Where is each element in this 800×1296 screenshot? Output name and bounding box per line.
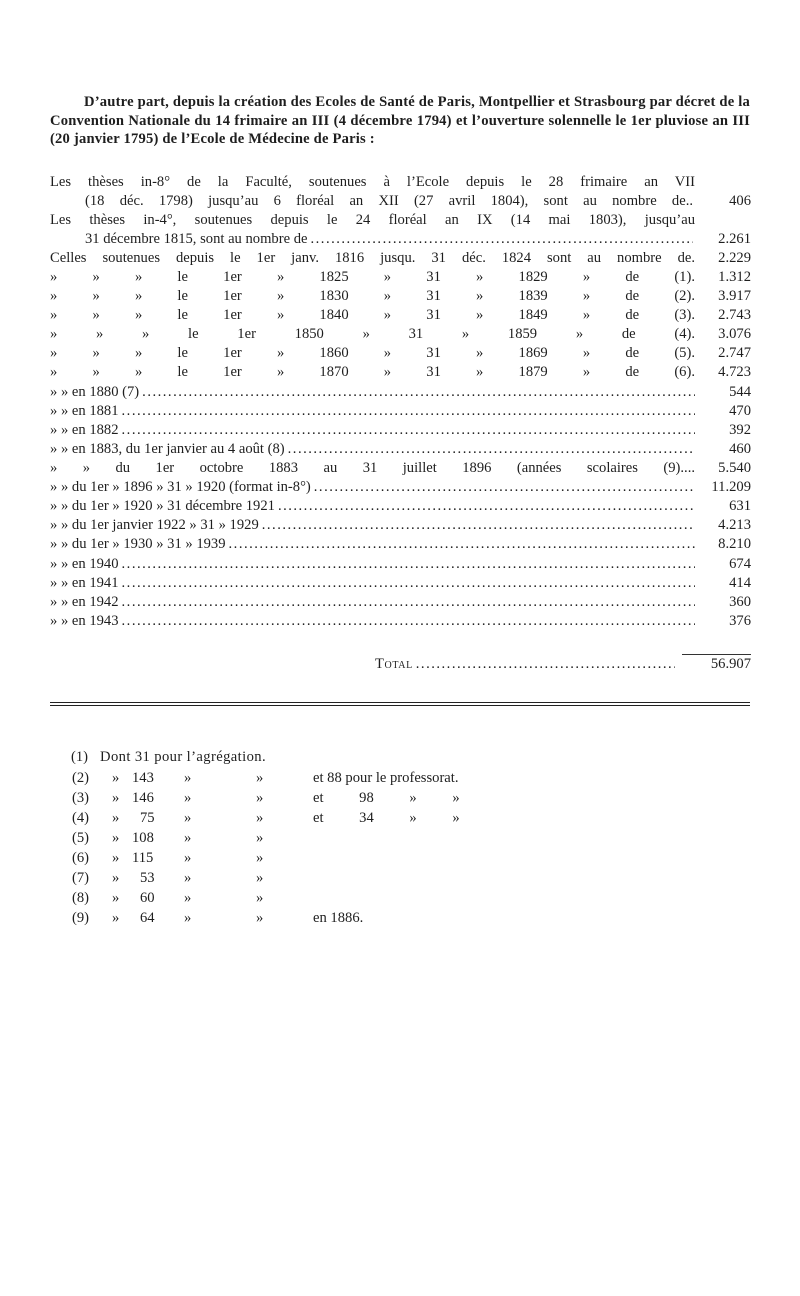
footnote-ditto: » [184,830,192,846]
entry-text: » » » le 1er » 1840 » 31 » 1849 » de (3). [50,307,695,323]
entry-row [0,192,800,211]
entry-value: 2.261 [718,231,751,247]
entry-value: 3.917 [718,288,751,304]
entry-text-dotted [50,612,695,631]
dot-leader [416,655,675,674]
footnote-text: en 1886. [313,910,364,926]
entry-row [0,421,800,440]
footnote-ditto: » [256,770,264,786]
entry-text: 31 décembre 1815, sont au nombre de [85,231,308,247]
entry-text-dotted [50,516,695,535]
footnote-number: (4) [72,810,90,826]
entry-value: 406 [729,193,751,209]
footnote-ditto: » [184,850,192,866]
footnote-count: 108 [132,830,154,846]
entry-value: 4.213 [718,517,751,533]
entry-text: Les thèses in-4°, soutenues depuis le 24 floréal an IX (14 mai 1803), jusqu’au [50,212,695,228]
entry-text-dotted [50,593,695,612]
footnote-ditto: » [256,790,264,806]
footnote-text: et 98 » » [313,790,460,806]
dot-leader [278,497,695,516]
entry-value: 392 [729,422,751,438]
footnote-number: (5) [72,830,90,846]
footnote-ditto: » [112,810,120,826]
entry-row [0,478,800,497]
entry-text: Celles soutenues depuis le 1er janv. 1816 jusqu. 31 déc. 1824 sont au nombre de. [50,250,695,266]
entry-value: 3.076 [718,326,751,342]
intro-paragraph [50,93,750,149]
dot-leader [122,402,695,421]
footnote-ditto: » [112,870,120,886]
entry-text-dotted [50,497,695,516]
intro-text: D’autre part, depuis la création des Ecoles de Santé de Paris, Montpellier et Strasbourg par décret de la Convention Nationale du 14 frimaire an III (4 décembre 1794) et l’ouverture solennelle le 1er pluviose an III (20 janvier 1795) de l’Ecole de Médecine de Paris : [50,94,750,147]
entry-row [0,535,800,554]
entry-value: 1.312 [718,269,751,285]
footnote-count: 60 [140,890,155,906]
footnote-count: 143 [132,770,154,786]
footnote-ditto: » [184,910,192,926]
entry-value: 2.229 [718,250,751,266]
total-label: Total [375,656,413,672]
entry-row [0,306,800,325]
entry-text-dotted [50,402,695,421]
entry-value: 360 [729,594,751,610]
entry-text-dotted [50,383,695,402]
footnote-ditto: » [184,790,192,806]
footnote-text: et 88 pour le professorat. [313,770,459,786]
entry-text: » » du 1er » 1930 » 31 » 1939 [50,536,226,552]
dot-leader [122,421,695,440]
entry-text-dotted [50,555,695,574]
footnote-ditto: » [256,890,264,906]
footnote-ditto: » [184,810,192,826]
footnote-count: 75 [140,810,155,826]
footnote-text: et 34 » » [313,810,460,826]
footnote-ditto: » [184,890,192,906]
entry-value: 544 [729,384,751,400]
footnote-number: (3) [72,790,90,806]
entry-text: (18 déc. 1798) jusqu’au 6 floréal an XII (27 avril 1804), sont au nombre de.. [85,193,693,209]
footnote-ditto: » [256,870,264,886]
entry-value: 674 [729,556,751,572]
footnote-count: 64 [140,910,155,926]
entry-value: 2.743 [718,307,751,323]
footnote-number: (9) [72,910,90,926]
entry-row [0,344,800,363]
entry-text-dotted [50,574,695,593]
entry-value: 631 [729,498,751,514]
footnote-ditto: » [184,770,192,786]
dot-leader [311,230,694,249]
footnote-number: (1) [71,749,89,765]
entry-text: » » du 1er » 1896 » 31 » 1920 (format in-8°) [50,479,311,495]
entry-text-dotted [50,440,695,459]
footnote-number: (7) [72,870,90,886]
dot-leader [262,516,695,535]
entry-row [0,516,800,535]
entry-row [0,211,800,230]
footnote-ditto: » [112,770,120,786]
footnote-ditto: » [112,890,120,906]
footnote-number: (2) [72,770,90,786]
footnote-ditto: » [256,910,264,926]
entry-text: » » en 1940 [50,556,119,572]
footnote-ditto: » [184,870,192,886]
footnote-ditto: » [112,790,120,806]
footnote-ditto: » [256,850,264,866]
entry-text: » » » le 1er 1850 » 31 » 1859 » de (4). [50,326,695,342]
dot-leader [229,535,695,554]
entry-row [0,230,800,249]
entry-text: » » en 1942 [50,594,119,610]
entry-row [0,173,800,192]
entry-row [0,402,800,421]
entry-row [0,555,800,574]
dot-leader [288,440,695,459]
footnote-count: 53 [140,870,155,886]
entry-text-dotted [50,535,695,554]
footnote-number: (8) [72,890,90,906]
footnote-count: 146 [132,790,154,806]
entry-text-dotted [50,478,695,497]
entry-row [0,497,800,516]
entry-text: » » en 1883, du 1er janvier au 4 août (8) [50,441,285,457]
entry-text: » » en 1881 [50,403,119,419]
entry-text: » » » le 1er » 1825 » 31 » 1829 » de (1). [50,269,695,285]
total-value: 56.907 [710,656,751,672]
entry-row [0,612,800,631]
dot-leader [122,612,695,631]
entry-row [0,440,800,459]
entry-row [0,383,800,402]
entry-value: 414 [729,575,751,591]
entry-text: » » en 1880 (7) [50,384,140,400]
footnote-divider-top [50,702,750,703]
entry-value: 470 [729,403,751,419]
entry-value: 11.209 [711,479,751,495]
entry-text-dotted [50,421,695,440]
entry-text-dotted [85,230,693,249]
entry-row [0,593,800,612]
entry-text: » » » le 1er » 1870 » 31 » 1879 » de (6). [50,364,695,380]
entry-row [0,325,800,344]
footnote-divider-bottom [50,705,750,706]
footnote-ditto: » [112,830,120,846]
entry-text: » » en 1882 [50,422,119,438]
entry-row [0,459,800,478]
entry-value: 5.540 [718,460,751,476]
entry-value: 4.723 [718,364,751,380]
entry-value: 8.210 [718,536,751,552]
entry-text: » » en 1941 [50,575,119,591]
dot-leader [314,478,695,497]
entry-text: » » du 1er janvier 1922 » 31 » 1929 [50,517,259,533]
entry-text: Les thèses in-8° de la Faculté, soutenues à l’Ecole depuis le 28 frimaire an VII [50,174,695,190]
entry-text: » » du 1er » 1920 » 31 décembre 1921 [50,498,275,514]
entry-text: » » du 1er octobre 1883 au 31 juillet 1896 (années scolaires (9).... [50,460,695,476]
entry-text: » » » le 1er » 1860 » 31 » 1869 » de (5). [50,345,695,361]
footnote-text: Dont 31 pour l’agrégation. [100,749,267,765]
entry-row [0,574,800,593]
total-row [375,655,751,674]
entry-text: » » » le 1er » 1830 » 31 » 1839 » de (2). [50,288,695,304]
footnote-ditto: » [112,850,120,866]
dot-leader [122,574,695,593]
entry-value: 376 [729,613,751,629]
entry-value: 460 [729,441,751,457]
entry-text: » » en 1943 [50,613,119,629]
footnote-ditto: » [256,810,264,826]
footnote-ditto: » [256,830,264,846]
entry-row [0,287,800,306]
entry-row [0,249,800,268]
dot-leader [142,383,695,402]
footnote-number: (6) [72,850,90,866]
dot-leader [122,593,695,612]
entry-row [0,363,800,382]
footnote-count: 115 [132,850,154,866]
total-text-dotted [375,655,675,674]
footnote-ditto: » [112,910,120,926]
entry-value: 2.747 [718,345,751,361]
entry-row [0,268,800,287]
dot-leader [122,555,695,574]
